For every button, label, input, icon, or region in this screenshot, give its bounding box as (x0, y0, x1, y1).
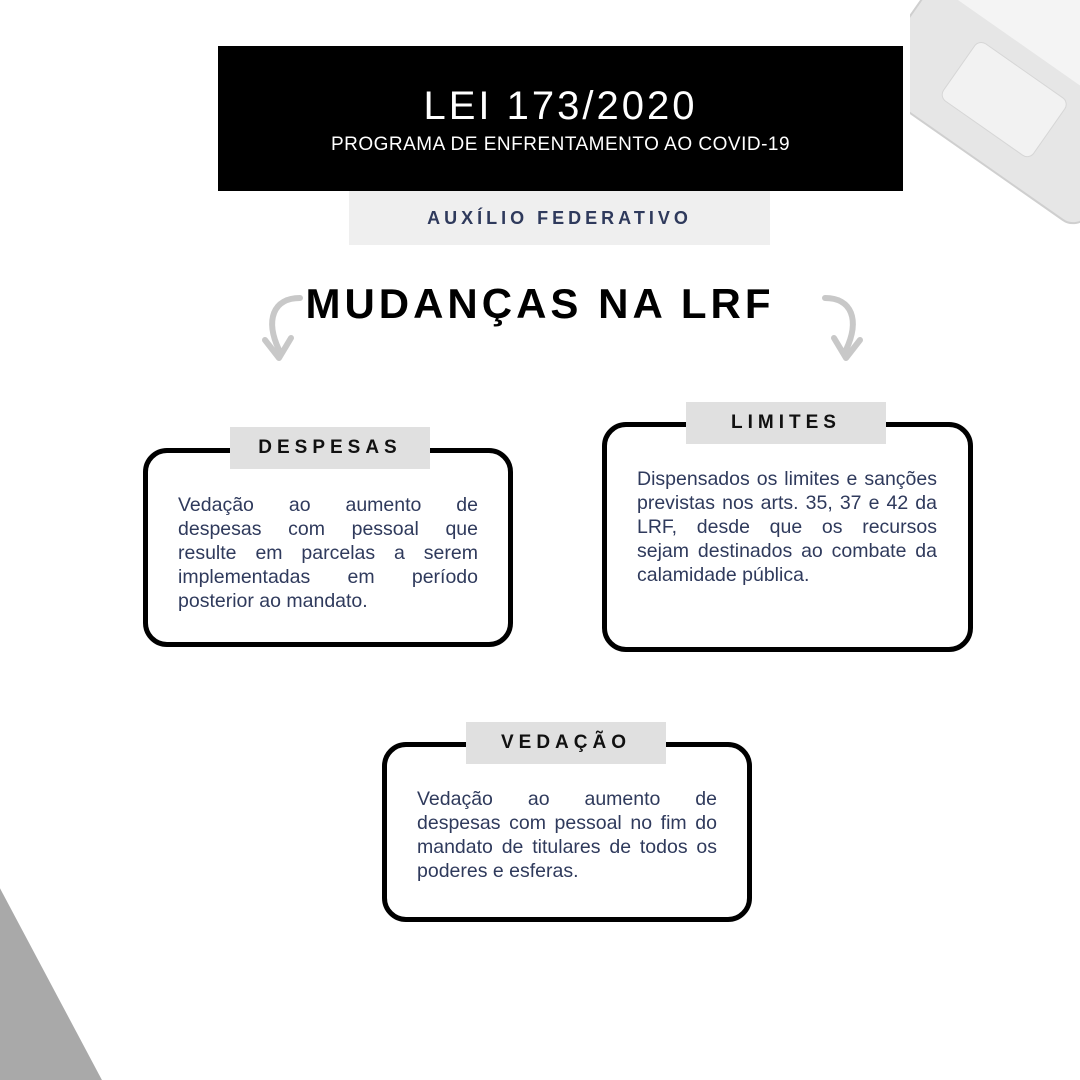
card-text-despesas: Vedação ao aumento de despesas com pessoal que resulte em parcelas a serem implementadas em período posterior ao mandato. (178, 494, 478, 612)
card-text-vedacao: Vedação ao aumento de despesas com pessoal no fim do mandato de titulares de todos os poderes e esferas. (417, 788, 717, 882)
subheader-label: AUXÍLIO FEDERATIVO (349, 191, 770, 245)
header-banner (218, 46, 903, 191)
page-subtitle: PROGRAMA DE ENFRENTAMENTO AO COVID-19 (330, 134, 791, 155)
card-limites (602, 412, 973, 652)
card-text-limites: Dispensados os limites e sanções previstas nos arts. 35, 37 e 42 da LRF, desde que os recursos sejam destinados ao combate da calamidade pública. (637, 468, 937, 586)
page-title: LEI 173/2020 (423, 84, 698, 128)
card-label-vedacao: VEDAÇÃO (466, 722, 666, 764)
laptop-image (910, 0, 1080, 270)
card-label-limites: LIMITES (686, 402, 886, 444)
card-vedacao (382, 732, 752, 922)
card-despesas (143, 437, 513, 647)
main-heading: MUDANÇAS NA LRF (305, 280, 775, 327)
notebook-pen-image (0, 790, 200, 1080)
card-label-despesas: DESPESAS (230, 427, 430, 469)
